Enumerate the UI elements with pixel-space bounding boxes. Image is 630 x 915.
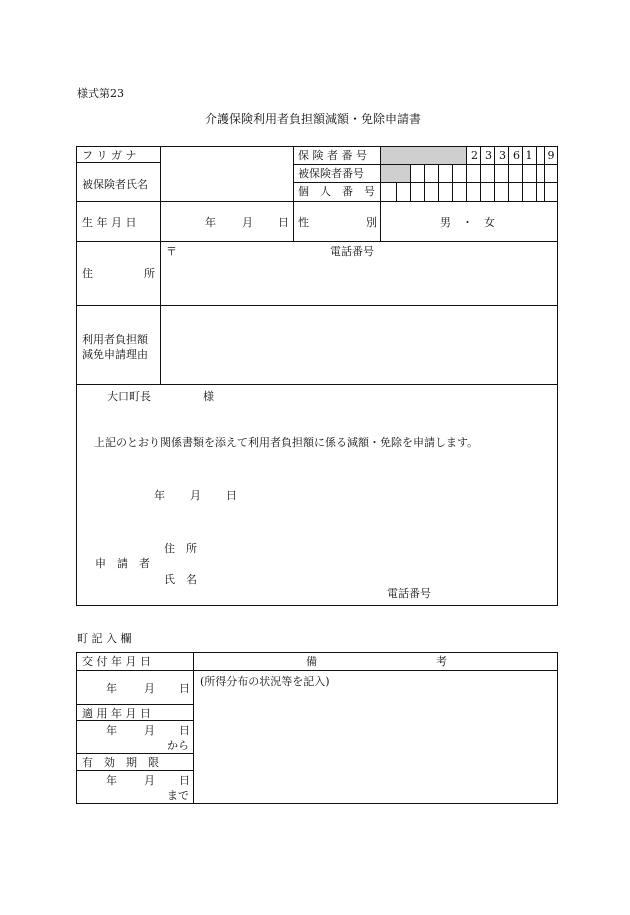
- furigana-label: フ リ ガ ナ: [82, 149, 137, 162]
- remarks-field[interactable]: [195, 690, 556, 802]
- insurer-digit: 9: [547, 149, 555, 162]
- remarks-label-2: 考: [436, 655, 447, 668]
- sex-label-2: 別: [366, 216, 377, 229]
- issue-year-unit: 年: [106, 682, 117, 695]
- address-field[interactable]: [162, 258, 556, 304]
- apply-date-label: 適 用 年 月 日: [82, 707, 151, 720]
- insurer-number-unused-cells: [381, 147, 466, 164]
- insured-number-unused-cell: [381, 165, 410, 182]
- insurer-digit: 3: [485, 149, 492, 162]
- reason-label-1: 利用者負担額: [82, 333, 148, 346]
- expiry-month-unit: 月: [144, 774, 155, 787]
- phone-label: 電話番号: [330, 245, 374, 258]
- applicant-phone-label: 電話番号: [387, 587, 431, 600]
- insured-name-label: 被保険者氏名: [82, 178, 148, 191]
- applicant-address-label: 住 所: [164, 542, 197, 555]
- page-title: 介護保険利用者負担額減額・免除申請書: [205, 112, 422, 126]
- from-label: から: [167, 739, 189, 752]
- insurer-digit: 3: [499, 149, 506, 162]
- application-day-unit: 日: [226, 489, 237, 502]
- issue-day-unit: 日: [179, 682, 190, 695]
- issue-date-label: 交 付 年 月 日: [82, 655, 151, 668]
- addressee: 大口町長: [107, 390, 151, 403]
- application-year-unit: 年: [154, 489, 165, 502]
- insurer-digit: 6: [513, 149, 520, 162]
- insured-name-field[interactable]: [162, 165, 292, 200]
- until-label: まで: [167, 789, 189, 802]
- expiry-label: 有 効 期 限: [82, 756, 159, 769]
- expiry-day-unit: 日: [179, 774, 190, 787]
- application-statement: 上記のとおり関係書類を添えて利用者負担額に係る減額・免除を申請します。: [94, 436, 479, 449]
- birth-day-unit: 日: [278, 216, 289, 229]
- office-section-title: 町 記 入 欄: [77, 632, 132, 645]
- address-label-2: 所: [144, 267, 155, 280]
- remarks-label-1: 備: [306, 655, 317, 668]
- insurer-number-label: 保 険 者 番 号: [298, 149, 367, 162]
- personal-number-label: 個 人 番 号: [298, 185, 375, 198]
- birth-month-unit: 月: [242, 216, 253, 229]
- insurer-digit: 1: [525, 149, 533, 162]
- furigana-field[interactable]: [162, 147, 292, 162]
- address-label-1: 住: [82, 267, 93, 280]
- applicant-name-label: 氏 名: [164, 573, 197, 586]
- apply-month-unit: 月: [144, 724, 155, 737]
- insured-number-label: 被保険者番号: [298, 167, 364, 180]
- expiry-year-unit: 年: [106, 774, 117, 787]
- issue-month-unit: 月: [144, 682, 155, 695]
- reason-label-2: 減免申請理由: [82, 348, 148, 361]
- postal-mark: 〒: [166, 245, 177, 258]
- honorific: 様: [203, 390, 214, 403]
- apply-day-unit: 日: [179, 724, 190, 737]
- birth-date-label: 生 年 月 日: [82, 216, 137, 229]
- insurer-digit: 2: [471, 149, 478, 162]
- birth-year-unit: 年: [205, 216, 216, 229]
- remarks-note: (所得分布の状況等を記入): [200, 675, 330, 688]
- sex-label-1: 性: [298, 216, 309, 229]
- reason-field[interactable]: [162, 307, 556, 383]
- apply-year-unit: 年: [106, 724, 117, 737]
- form-number: 様式第23: [77, 87, 124, 100]
- applicant-label: 申 請 者: [95, 557, 150, 570]
- sex-options[interactable]: 男 ・ 女: [440, 216, 495, 229]
- application-month-unit: 月: [190, 489, 201, 502]
